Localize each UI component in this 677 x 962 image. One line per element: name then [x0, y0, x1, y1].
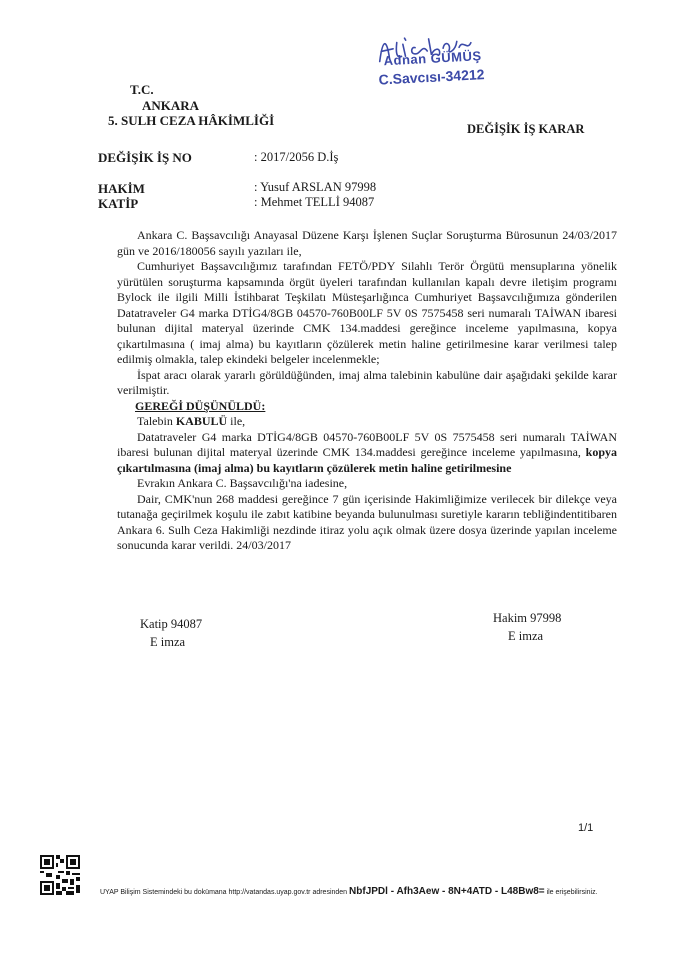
- header-tc: T.C.: [130, 82, 154, 97]
- paragraph-ruling: [117, 430, 617, 477]
- acceptance-prefix: Talebin: [137, 414, 176, 428]
- decision-body: [117, 228, 617, 554]
- ruling-text: Datatraveler G4 marka DTİG4/8GB 04570-760B00LF 5V 0S 7575458 seri numaralı TAİWAN ibaresi bulunan dijital materyal üzerinde CMK 134.maddesi gereğince inceleme yapılmasına,: [117, 429, 617, 459]
- clerk-label: KATİP: [98, 196, 139, 211]
- footer-suffix: ile erişebilirsiniz.: [544, 889, 598, 896]
- section-title: GEREĞİ DÜŞÜNÜLDÜ:: [135, 398, 266, 413]
- clerk-e-signature: E imza: [150, 635, 186, 649]
- page-number: 1/1: [578, 822, 594, 834]
- verification-code: NbfJPDl - Afh3Aew - 8N+4ATD - L48Bw8=: [349, 886, 545, 897]
- header-city: ANKARA: [142, 98, 200, 113]
- acceptance-word: KABULÜ: [175, 414, 228, 428]
- clerk-value: : Mehmet TELLİ 94087: [254, 195, 375, 209]
- uyap-footer: [100, 886, 598, 897]
- judge-e-signature: E imza: [508, 629, 544, 643]
- stamp-title: C.Savcısı-34212: [378, 66, 485, 88]
- paragraph-acceptance: [117, 414, 617, 430]
- paragraph-details: Cumhuriyet Başsavcılığımız tarafından FETÖ/PDY Silahlı Terör Örgütü mensuplarına yönelik yürütülen soruşturma kapsamında örgüt üyeleri tarafından kullanılan kapalı devre iletişim programı Bylock ile ilgili Milli İstihbarat Teşkilatı Müsteşarlığınca Cumhuriyet Başsavcılığımıza gönderilen Datatraveler G4 marka DTİG4/8GB 04570-760B00LF 5V 0S 7575458 seri numaralı TAİWAN ibaresi bulunan dijital materyal üzerinde CMK 134.maddesi gereğince inceleme yapılmasına, kopya çıkartılmasına ( imaj alma) bu kayıtların çözülerek metin haline getirilmesine karar verilmesi talep edilmiş olmakla, talep ekindeki belgeler incelenmekle;: [117, 259, 617, 366]
- paragraph-return: Evrakın Ankara C. Başsavcılığı'na iadesine,: [137, 476, 348, 490]
- judge-value: : Yusuf ARSLAN 97998: [254, 180, 377, 194]
- ruling-bold-text: kopya çıkartılmasına (imaj alma) bu kayıtların çözülerek metin haline getirilmesine: [117, 445, 617, 475]
- paragraph-assessment: İspat aracı olarak yararlı görüldüğünden, imaj alma talebinin kabulüne dair aşağıdaki şekilde karar verilmiştir.: [117, 367, 617, 397]
- stamp-name: Adnan GÜMÜŞ: [383, 48, 482, 69]
- clerk-signature: Katip 94087: [140, 617, 203, 631]
- case-no-value: : 2017/2056 D.İş: [254, 150, 339, 164]
- paragraph-appeal: Dair, CMK'nun 268 maddesi gereğince 7 gün içerisinde Hakimliğimize verilecek bir dilekçe veya tutanağa geçirilmek koşulu ile zabıt katibine beyanda bulunulması suretiyle kararın tebliğindentitibaren Ankara 6. Sulh Ceza Hakimliği nezdinde itiraz yolu açık olmak üzere dosya üzerinde yapılan inceleme sonucunda karar verildi. 24/03/2017: [117, 491, 617, 552]
- footer-prefix: UYAP Bilişim Sistemindeki bu dokümana http://vatandas.uyap.gov.tr adresinden: [100, 889, 350, 896]
- prosecutor-stamp: [370, 26, 523, 104]
- qr-code-icon: [38, 853, 82, 897]
- judge-label: HAKİM: [98, 181, 145, 196]
- case-no-label: DEĞİŞİK İŞ NO: [98, 150, 192, 165]
- header-court: 5. SULH CEZA HÂKİMLİĞİ: [108, 113, 275, 128]
- decision-type: DEĞİŞİK İŞ KARAR: [467, 122, 585, 136]
- paragraph-request: Ankara C. Başsavcılığı Anayasal Düzene Karşı İşlenen Suçlar Soruşturma Bürosunun 24/03/2017 gün ve 2016/180056 sayılı yazıları ile,: [117, 228, 617, 258]
- acceptance-suffix: ile,: [227, 414, 246, 428]
- judge-signature: Hakim 97998: [493, 611, 562, 625]
